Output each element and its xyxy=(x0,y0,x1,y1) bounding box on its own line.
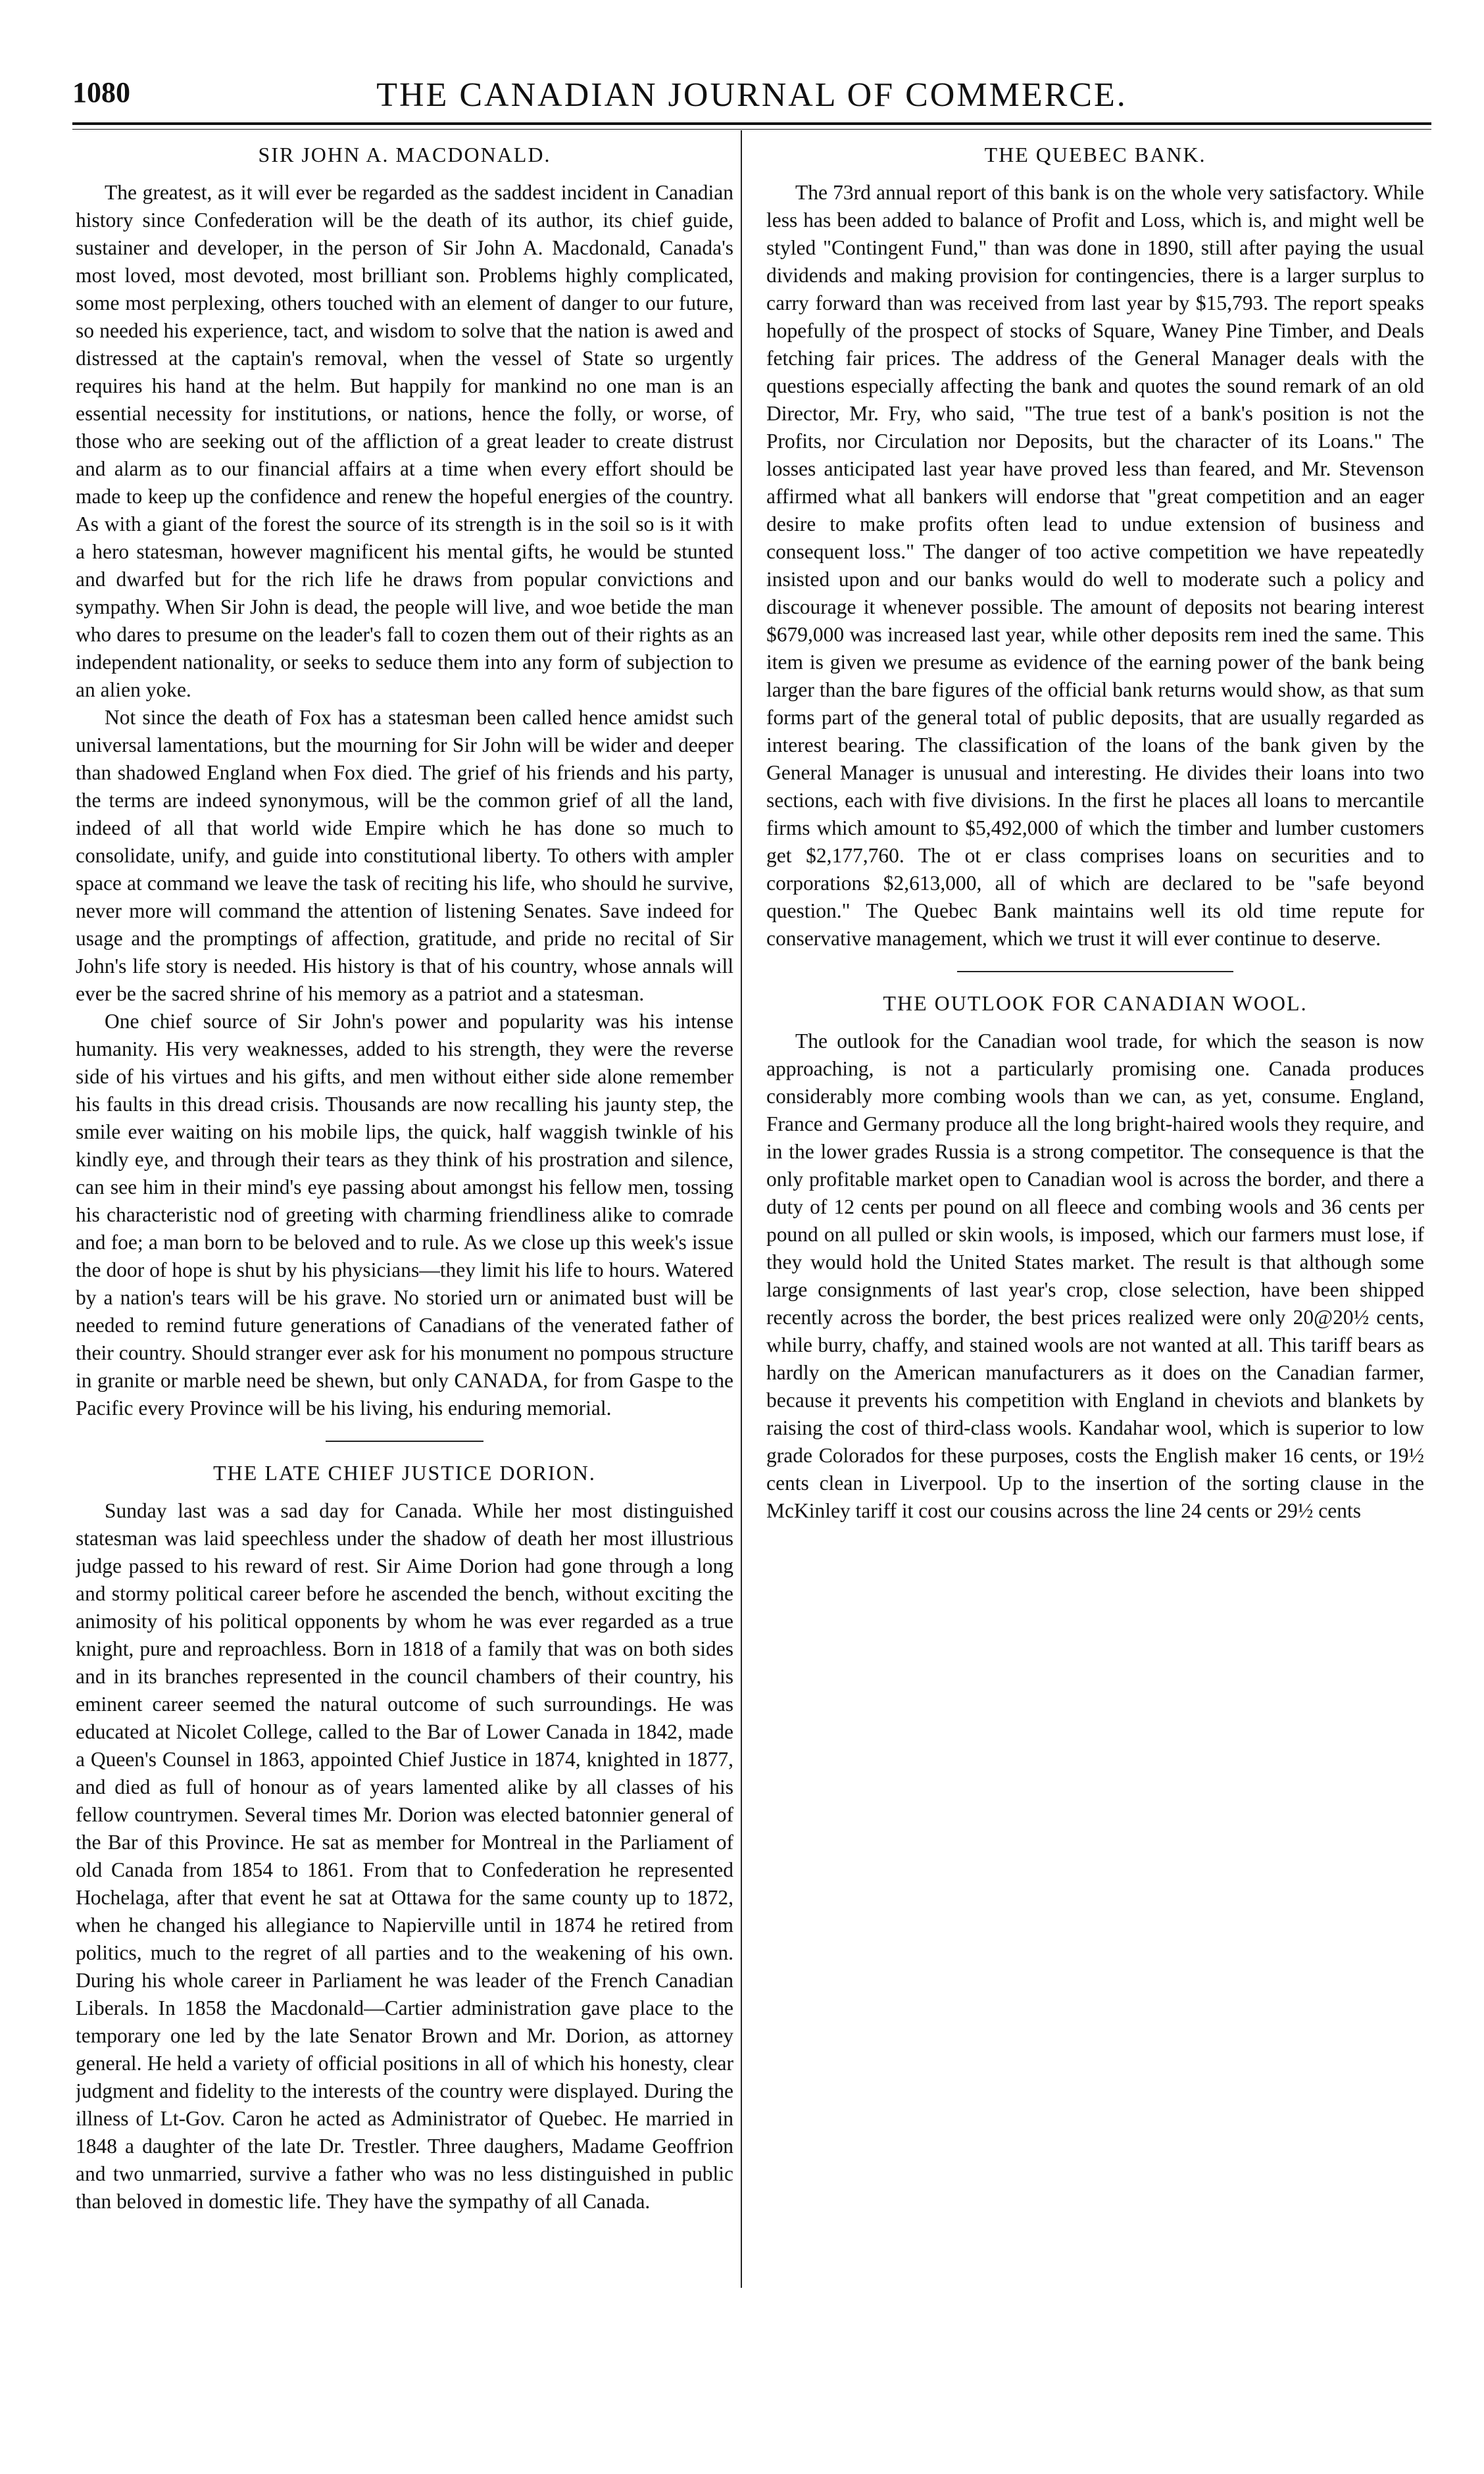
article-dorion xyxy=(76,1459,733,2215)
page-number: 1080 xyxy=(72,76,130,109)
left-column xyxy=(76,137,733,2288)
article-title: THE LATE CHIEF JUSTICE DORION. xyxy=(213,1461,596,1485)
article-paragraph: The 73rd annual report of this bank is on the whole very satisfactory. While less has been added to balance of Profit and Loss, which is, and might well be styled "Contingent Fund," than was done in 1890, still after paying the usual dividends and making provision for contingencies, there is a larger surplus to carry forward than was received from last year by $15,793. The report speaks hopefully of the prospect of stocks of Square, Waney Pine Timber, and Deals fetching fair prices. The address of the General Manager deals with the questions especially affecting the bank and quotes the sound remark of an old Director, Mr. Fry, who said, "The true test of a bank's position is not the Profits, nor Circulation nor Deposits, but the character of its Loans." The losses anticipated last year have proved less than feared, and Mr. Stevenson affirmed what all bankers will endorse that "great competition and an eager desire to make profits often lead to undue extension of business and consequent loss." The danger of too active competition we have repeatedly insisted upon and our banks would do well to moderate such a policy and discourage it whenever possible. The amount of deposits not bearing interest $679,000 was increased last year, while other deposits rem ined the same. This item is given we presume as evidence of the earning power of the bank being larger than the bare figures of the official bank returns would show, as that sum forms part of the general total of public deposits, that are usually regarded as interest bearing. The classification of the loans of the bank given by the General Manager is unusual and interesting. He divides their loans into two sections, each with five divisions. In the first he places all loans to mercantile firms which amount to $5,492,000 of which the timber and lumber customers get $2,177,760. The ot er class comprises loans on securities and to corporations $2,613,000, all of which are declared to be "safe beyond question." The Quebec Bank maintains well its old time repute for conservative management, which we trust it will ever continue to deserve. xyxy=(766,181,1424,950)
section-separator xyxy=(957,971,1233,972)
article-paragraph: Not since the death of Fox has a statesman been called hence amidst such universal lamentations, but the mourning for Sir John will be wider and deeper than shadowed England when Fox died. The grief of his friends and his party, the terms are indeed synonymous, will be the common grief of all the land, indeed of all that world wide Empire which he has done so much to consolidate, unify, and guide into constitutional liberty. To others with ampler space at command we leave the task of reciting his life, who should he survive, never more will command the attention of listening Senates. Save indeed for usage and the promptings of affection, gratitude, and pride no recital of Sir John's life story is needed. His history is that of his country, whose annals will ever be the sacred shrine of his memory as a patriot and a statesman. xyxy=(76,706,733,1005)
right-column xyxy=(766,137,1424,2288)
article-title: THE QUEBEC BANK. xyxy=(984,143,1206,166)
column-divider xyxy=(741,130,742,2288)
section-separator xyxy=(326,1441,483,1442)
article-paragraph: One chief source of Sir John's power and popularity was his intense humanity. His very weaknesses, added to his strength, they were the reverse side of his virtues and his gifts, and men without either side alone remember his faults in this dread crisis. Thousands are now recalling his jaunty step, the smile ever waiting on his mobile lips, the quick, half waggish twinkle of his kindly eye, and through their tears as they think of his prostration and silence, can see him in their mind's eye passing about amongst his fellow men, tossing his characteristic nod of greeting with charming friendliness alike to comrade and foe; a man born to be beloved and to rule. As we close up this week's issue the door of hope is shut by his physicians—they limit his life to hours. Watered by a nation's tears will be his grave. No storied urn or animated bust will be needed to remind future generations of Canadians of the venerated father of their country. Should stranger ever ask for his monument no pompous structure in granite or marble need be shewn, but only CANADA, for from Gaspe to the Pacific every Province will be his living, his enduring memorial. xyxy=(76,1010,733,1420)
article-canadian-wool xyxy=(766,989,1424,1525)
article-paragraph: Sunday last was a sad day for Canada. While her most distinguished statesman was laid speechless under the shadow of death her most illustrious judge passed to his reward of rest. Sir Aime Dorion had gone through a long and stormy political career before he ascended the bench, without exciting the animosity of his political opponents by whom he was ever regarded as a true knight, pure and reproachless. Born in 1818 of a family that was on both sides and in its branches represented in the council chambers of their country, his eminent career seemed the natural outcome of such surroundings. He was educated at Nicolet College, called to the Bar of Lower Canada in 1842, made a Queen's Counsel in 1863, appointed Chief Justice in 1874, knighted in 1877, and died as full of honour as of years lamented alike by all classes of his fellow countrymen. Several times Mr. Dorion was elected batonnier general of the Bar of this Province. He sat as member for Montreal in the Parliament of old Canada from 1854 to 1861. From that to Confederation he represented Hochelaga, after that event he sat at Ottawa for the same county up to 1872, when he changed his allegiance to Napierville until in 1874 he retired from politics, much to the regret of all parties and to the weakening of his own. During his whole career in Parliament he was leader of the French Canadian Liberals. In 1858 the Macdonald—Cartier administration gave place to the temporary one led by the late Senator Brown and Mr. Dorion, as attorney general. He held a variety of official positions in all of which his honesty, clear judgment and fidelity to the interests of the country were displayed. During the illness of Lt-Gov. Caron he acted as Administrator of Quebec. He married in 1848 a daughter of the late Dr. Trestler. Three daughers, Madame Geoffrion and two unmarried, survive a father who was no less distinguished in public than beloved in domestic life. They have the sympathy of all Canada. xyxy=(76,1499,733,2213)
page-header xyxy=(72,76,1431,115)
journal-title: THE CANADIAN JOURNAL OF COMMERCE. xyxy=(376,76,1127,114)
header-rule xyxy=(72,122,1431,125)
article-paragraph: The greatest, as it will ever be regarded as the saddest incident in Canadian history since Confederation will be the death of its author, its chief guide, sustainer and developer, in the person of Sir John A. Macdonald, Canada's most loved, most devoted, most brilliant son. Problems highly complicated, some most perplexing, others touched with an element of danger to our future, so needed his experience, tact, and wisdom to solve that the nation is awed and distressed at the captain's removal, when the vessel of State so urgently requires his hand at the helm. But happily for mankind no one man is an essential necessity for institutions, or nations, hence the folly, or worse, of those who are seeking out of the affliction of a great leader to create distrust and alarm as to our financial affairs at a time when every effort should be made to keep up the confidence and renew the hopeful energies of the country. As with a giant of the forest the source of its strength is in the soil so is it with a hero statesman, however magnificent his mental gifts, he would be stunted and dwarfed but for the rich life he draws from popular convictions and sympathy. When Sir John is dead, the people will live, and woe betide the man who dares to presume on the leader's fall to cozen them out of their rights as an independent nationality, or seeks to seduce them into any form of subjection to an alien yoke. xyxy=(76,181,733,701)
article-macdonald xyxy=(76,141,733,1422)
article-paragraph: The outlook for the Canadian wool trade, for which the season is now approaching, is not a particularly promising one. Canada produces considerably more combing wools than we can, as yet, consume. England, France and Germany produce all the long bright-haired wools they require, and in the lower grades Russia is a strong competitor. The consequence is that the only profitable market open to Canadian wool is across the border, and there a duty of 12 cents per pound on all fleece and combing wools and 36 cents per pound on all pulled or skin wools, is imposed, which our farmers must lose, if they would hold the United States market. The result is that although some large consignments of last year's crop, close selection, have been shipped recently across the border, the best prices realized were only 20@20½ cents, while burry, chaffy, and stained wools are not wanted at all. This tariff bears as hardly on the American manufacturers as it does on the Canadian farmer, because it prevents his competition with England in cheviots and blankets by raising the cost of third-class wools. Kandahar wool, which is superior to low grade Colorados for these purposes, costs the English maker 16 cents, or 19½ cents clean in Liverpool. Up to the insertion of the sorting clause in the McKinley tariff it cost our cousins across the line 24 cents or 29½ cents xyxy=(766,1029,1424,1522)
article-title: SIR JOHN A. MACDONALD. xyxy=(258,143,551,166)
article-quebec-bank xyxy=(766,141,1424,952)
header-rule-thin xyxy=(72,129,1431,130)
article-title: THE OUTLOOK FOR CANADIAN WOOL. xyxy=(883,991,1308,1015)
